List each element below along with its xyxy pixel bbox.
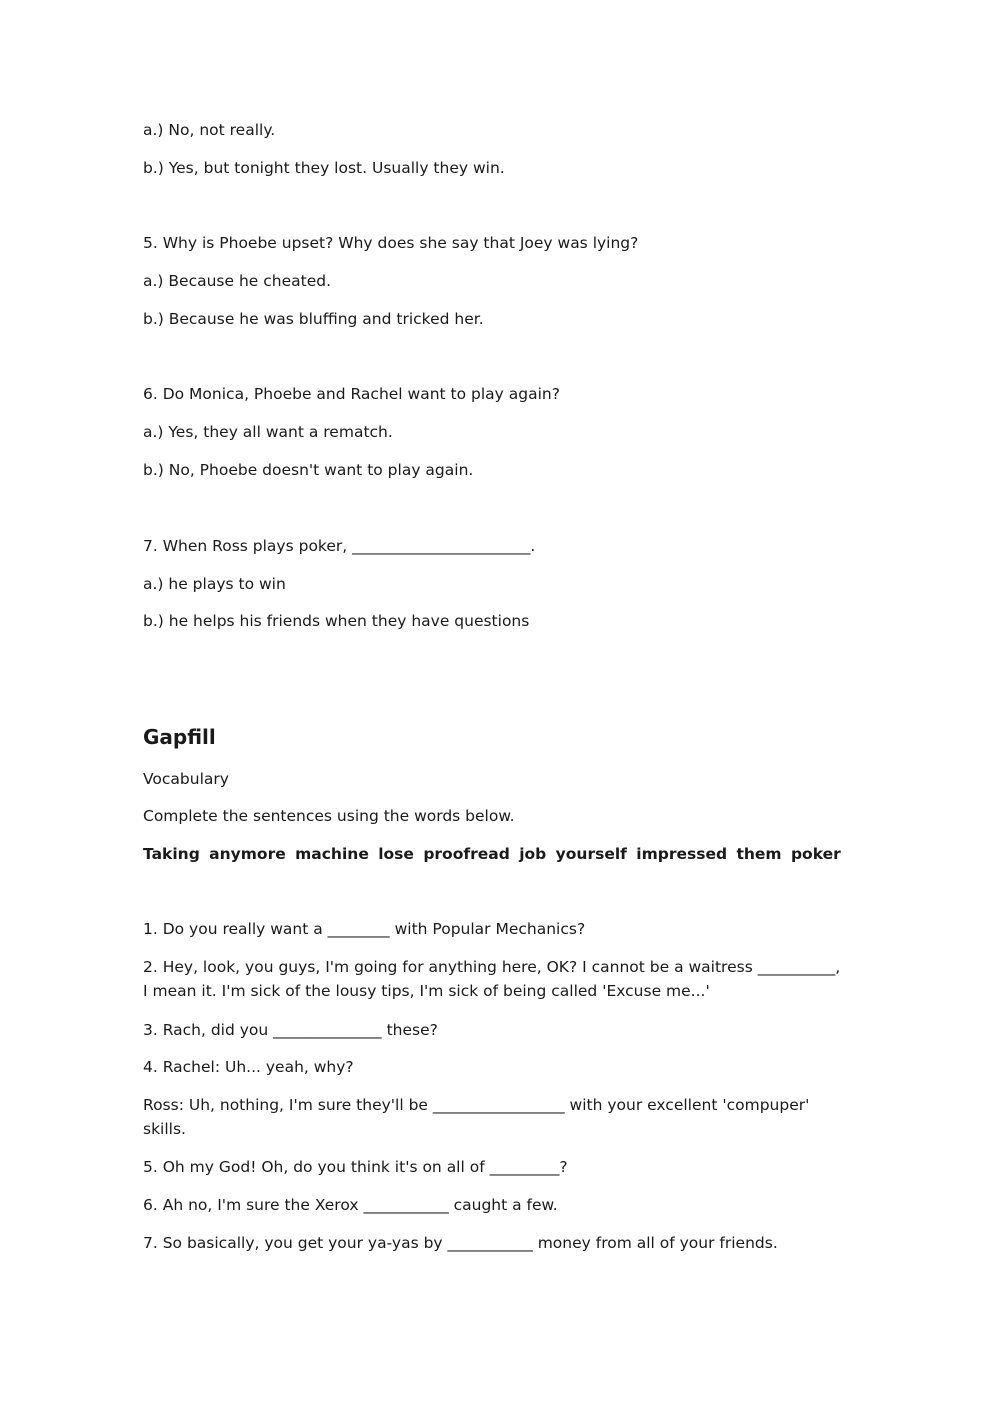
q7-option-b: b.) he helps his friends when they have questions <box>143 612 530 630</box>
instruction-text: Complete the sentences using the words below. <box>143 807 515 825</box>
gap-sentence-5: 5. Oh my God! Oh, do you think it's on all of _________? <box>143 1158 568 1176</box>
q5-option-a: a.) Because he cheated. <box>143 272 331 290</box>
gap-sentence-3: 3. Rach, did you ______________ these? <box>143 1021 438 1039</box>
q6-option-b: b.) No, Phoebe doesn't want to play again. <box>143 461 474 479</box>
gap-sentence-1: 1. Do you really want a ________ with Popular Mechanics? <box>143 920 586 938</box>
q4-option-b: b.) Yes, but tonight they lost. Usually they win. <box>143 159 505 177</box>
q6-option-a: a.) Yes, they all want a rematch. <box>143 423 393 441</box>
gap-sentence-6: 6. Ah no, I'm sure the Xerox ___________ caught a few. <box>143 1196 558 1214</box>
q7-question: 7. When Ross plays poker, _______________________. <box>143 537 536 555</box>
gap-sentence-2: 2. Hey, look, you guys, I'm going for anything here, OK? I cannot be a waitress __________, I mean it. I'm sick of the lousy tips, I'm sick of being called 'Excuse me...' <box>143 958 841 1000</box>
gap-sentence-7: 7. So basically, you get your ya-yas by ___________ money from all of your friends. <box>143 1234 778 1252</box>
q7-option-a: a.) he plays to win <box>143 575 286 593</box>
q6-question: 6. Do Monica, Phoebe and Rachel want to play again? <box>143 385 560 403</box>
section-subtitle: Vocabulary <box>143 770 229 788</box>
gap-sentence-ross: Ross: Uh, nothing, I'm sure they'll be _________________ with your excellent 'compuper' skills. <box>143 1096 810 1138</box>
q4-option-a: a.) No, not really. <box>143 121 276 139</box>
gap-sentence-4: 4. Rachel: Uh... yeah, why? <box>143 1058 354 1076</box>
q5-option-b: b.) Because he was bluffing and tricked her. <box>143 310 484 328</box>
section-title: Gapfill <box>143 725 216 749</box>
q5-question: 5. Why is Phoebe upset? Why does she say that Joey was lying? <box>143 234 639 252</box>
word-bank: Taking anymore machine lose proofread job yourself impressed them poker <box>143 845 841 863</box>
